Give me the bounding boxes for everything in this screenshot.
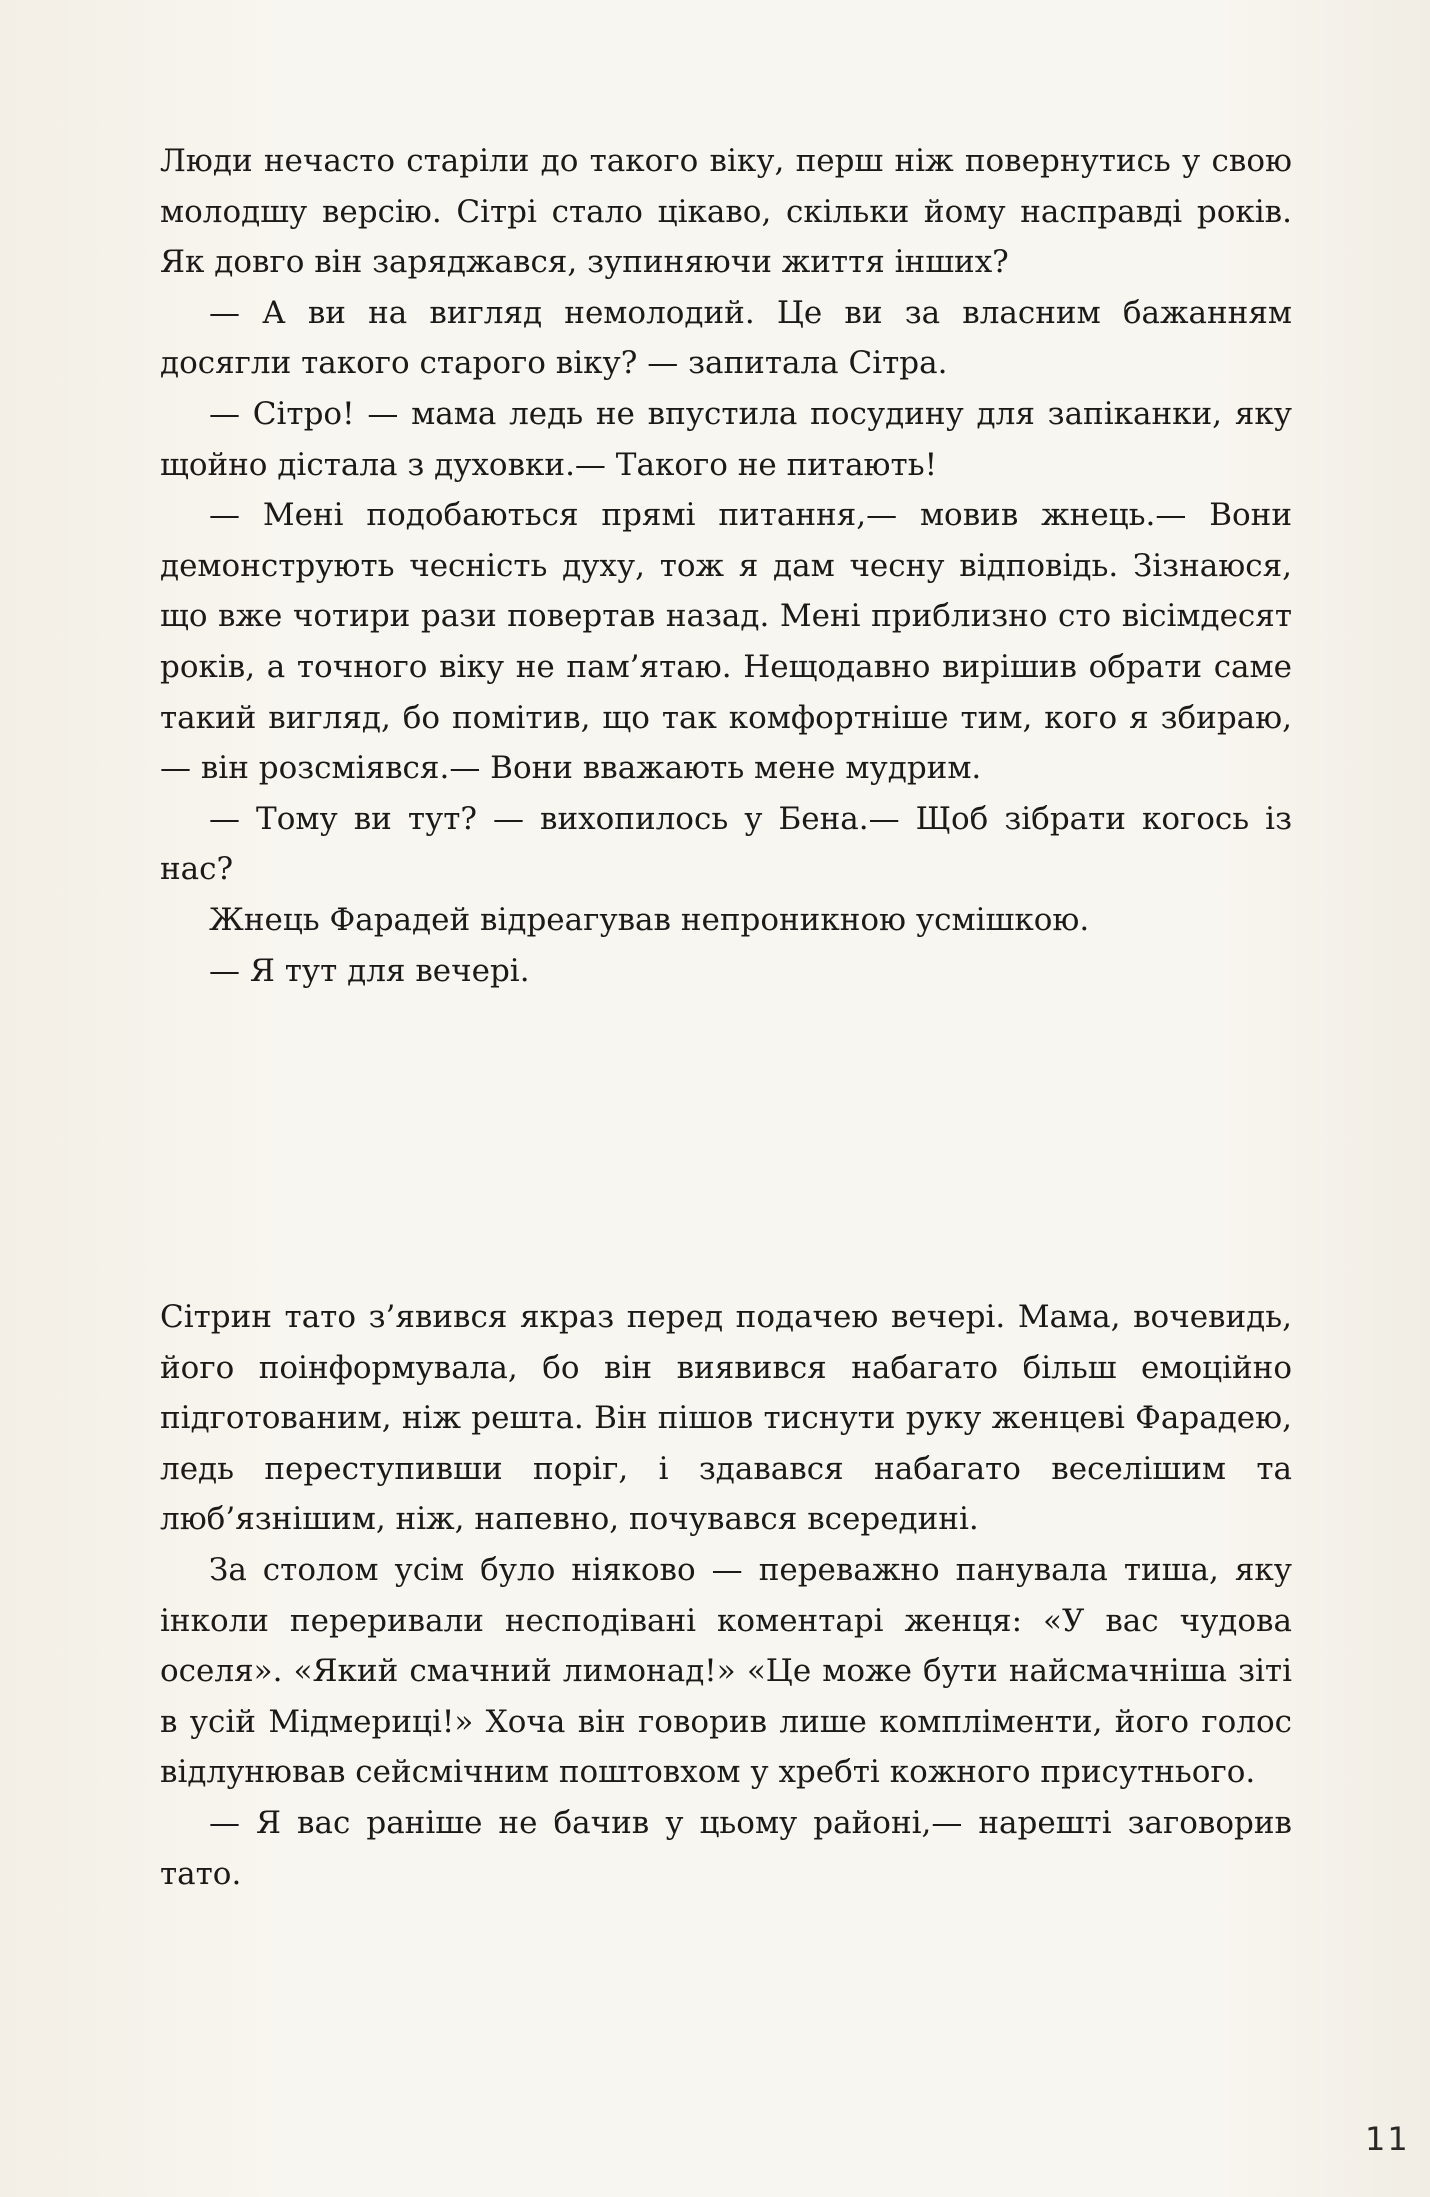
paragraph: За столом усім було ніяково — переважно панувала тиша, яку інколи переривали несподівані коментарі женця: «У вас чудова оселя». «Який смачний лимонад!» «Це може бути найсмачніша зіті в усій Мідмериці!» Хоча він говорив лише компліменти, його голос відлунював сейсмічним поштовхом у хребті кожного присутнього.: [160, 1551, 1292, 1791]
paragraph: Люди нечасто старіли до такого віку, перш ніж повернутись у свою молодшу версію. Сітрі стало цікаво, скільки йому насправді років. Як довго він заряджався, зупиняючи життя інших?: [160, 143, 1292, 281]
paragraph: Сітрин тато з’явився якраз перед подачею вечері. Мама, вочевидь, його поінформувала, бо він виявився набагато більш емоційно підготованим, ніж решта. Він пішов тиснути руку женцеві Фарадею, ледь переступивши поріг, і здавався набагато веселішим та люб’язнішим, ніж, напевно, почувався всередині.: [160, 1299, 1292, 1538]
text-section-2: [160, 1292, 1292, 1899]
paragraph: — Я вас раніше не бачив у цьому районі,— нарешті заговорив тато.: [160, 1804, 1292, 1892]
paragraph: — Тому ви тут? — вихопилось у Бена.— Щоб зібрати когось із нас?: [160, 800, 1292, 888]
paragraph: — Я тут для вечері.: [209, 952, 530, 989]
paragraph: — Мені подобаються прямі питання,— мовив жнець.— Вони демонструють чесність духу, тож я дам чесну відповідь. Зізнаюся, що вже чотири рази повертав назад. Мені приблизно сто вісімдесят років, а точного віку не пам’ятаю. Нещодавно вирішив обрати саме такий вигляд, бо помітив, що так комфортніше тим, кого я збираю,— він розсміявся.— Вони вважають мене мудрим.: [160, 497, 1292, 787]
text-section-1: [160, 136, 1292, 996]
paragraph: Жнець Фарадей відреагував непроникною усмішкою.: [209, 901, 1090, 938]
paragraph: — Сітро! — мама ледь не впустила посудину для запіканки, яку щойно дістала з духовки.— Такого не питають!: [160, 395, 1292, 483]
paragraph: — А ви на вигляд немолодий. Це ви за власним бажанням досягли такого старого віку? — запитала Сітра.: [160, 294, 1292, 382]
page-number: 11: [1365, 2120, 1410, 2158]
